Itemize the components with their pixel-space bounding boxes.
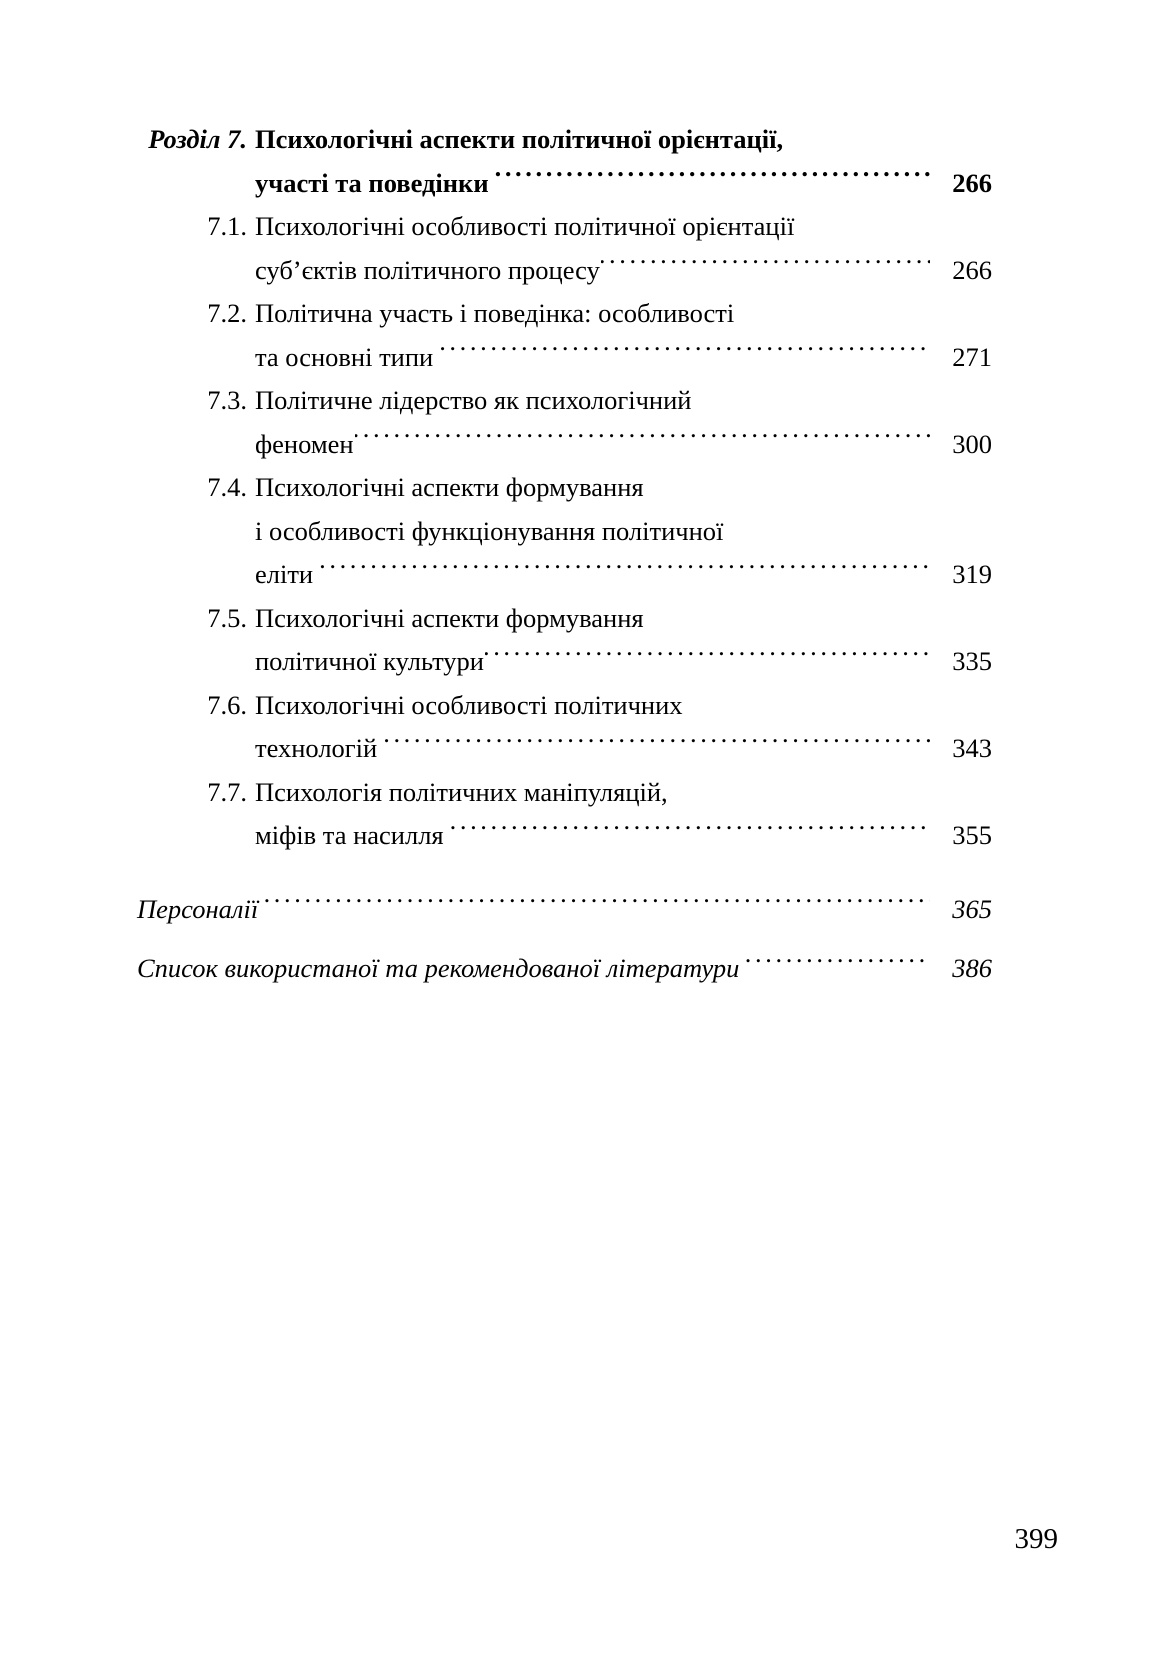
section-page-number-7-7: 355 — [952, 820, 992, 850]
back-matter-page-personalities: 365 — [952, 893, 992, 924]
dot-leader — [264, 891, 930, 918]
section-page-number-7-6: 343 — [952, 733, 992, 763]
toc-entry-7-4-line-2[interactable] — [137, 510, 992, 554]
section-title-7-3-line-1: Політичне лідерство як психологічний — [255, 385, 692, 415]
spacer — [137, 858, 992, 888]
toc-entry-7-3-line-2[interactable] — [137, 423, 992, 467]
section-page-number-7-4: 319 — [952, 559, 992, 589]
section-title-7-4-line-1: Психологічні аспекти формування — [255, 472, 644, 502]
toc-entry-7-7-line-1[interactable] — [137, 771, 992, 815]
section-number-7-4: 7.4. — [207, 472, 247, 502]
table-of-contents — [137, 118, 992, 991]
section-number-7-1: 7.1. — [207, 211, 247, 241]
toc-entry-chapter-7-line-2[interactable] — [137, 162, 992, 206]
back-matter-page-bibliography: 386 — [952, 953, 992, 983]
chapter-number-label: Розділ 7. — [148, 124, 247, 154]
section-number-7-3: 7.3. — [207, 385, 247, 415]
back-matter-title-bibliography: Список використаної та рекомендованої літератури — [137, 953, 740, 983]
toc-entry-7-5-line-2[interactable] — [137, 640, 992, 684]
toc-entry-7-1-line-1[interactable] — [137, 205, 992, 249]
chapter-title-line-1: Психологічні аспекти політичної орієнтації, — [255, 124, 784, 154]
section-number-7-2: 7.2. — [207, 298, 247, 328]
section-number-7-7: 7.7. — [207, 776, 247, 807]
toc-entry-7-4-line-3[interactable] — [137, 553, 992, 597]
section-title-7-6-line-1: Психологічні особливості політичних — [255, 689, 683, 720]
toc-entry-7-7-line-2[interactable] — [137, 814, 992, 858]
toc-entry-7-2-line-1[interactable] — [137, 292, 992, 336]
dot-leader — [601, 252, 930, 279]
dot-leader — [383, 731, 930, 758]
dot-leader — [745, 951, 930, 978]
section-title-7-2-line-2: та основні типи — [255, 341, 434, 372]
section-title-7-5-line-1: Психологічні аспекти формування — [255, 602, 644, 633]
toc-entry-7-6-line-1[interactable] — [137, 684, 992, 728]
section-page-number-7-3: 300 — [952, 428, 992, 459]
section-title-7-3-line-2: феномен — [255, 428, 354, 459]
toc-entry-7-6-line-2[interactable] — [137, 727, 992, 771]
toc-entry-chapter-7-line-1[interactable] — [137, 118, 992, 162]
dot-leader — [319, 557, 930, 584]
dot-leader — [450, 818, 930, 845]
toc-entry-7-2-line-2[interactable] — [137, 336, 992, 380]
section-title-7-6-line-2: технологій — [255, 733, 378, 763]
dot-leader — [355, 426, 930, 453]
section-title-7-2-line-1: Політична участь і поведінка: особливості — [255, 298, 735, 328]
section-title-7-5-line-2: політичної культури — [255, 646, 484, 676]
toc-entry-7-5-line-1[interactable] — [137, 597, 992, 641]
toc-entry-personalities[interactable] — [137, 888, 992, 932]
section-number-7-6: 7.6. — [207, 689, 247, 720]
back-matter-title-personalities: Персоналії — [137, 893, 259, 924]
chapter-page-number: 266 — [952, 167, 992, 198]
section-number-7-5: 7.5. — [207, 602, 247, 633]
section-title-7-4-line-3: еліти — [255, 559, 314, 589]
toc-entry-7-1-line-2[interactable] — [137, 249, 992, 293]
dot-leader — [495, 165, 930, 192]
dot-leader — [439, 339, 930, 366]
section-title-7-7-line-1: Психологія політичних маніпуляцій, — [255, 776, 668, 807]
dot-leader — [485, 644, 930, 671]
toc-entry-7-4-line-1[interactable] — [137, 466, 992, 510]
page-folio-number: 399 — [1014, 1523, 1058, 1555]
section-title-7-4-line-2: і особливості функціонування політичної — [255, 515, 724, 546]
spacer — [137, 931, 992, 947]
section-title-7-1-line-2: суб’єктів політичного процесу — [255, 254, 600, 285]
toc-entry-bibliography[interactable] — [137, 947, 992, 991]
chapter-title-line-2: участі та поведінки — [255, 167, 489, 198]
section-page-number-7-2: 271 — [952, 341, 992, 372]
toc-entry-7-3-line-1[interactable] — [137, 379, 992, 423]
section-page-number-7-5: 335 — [952, 646, 992, 676]
section-page-number-7-1: 266 — [952, 254, 992, 285]
section-title-7-1-line-1: Психологічні особливості політичної орієнтації — [255, 211, 795, 241]
section-title-7-7-line-2: міфів та насилля — [255, 820, 444, 850]
